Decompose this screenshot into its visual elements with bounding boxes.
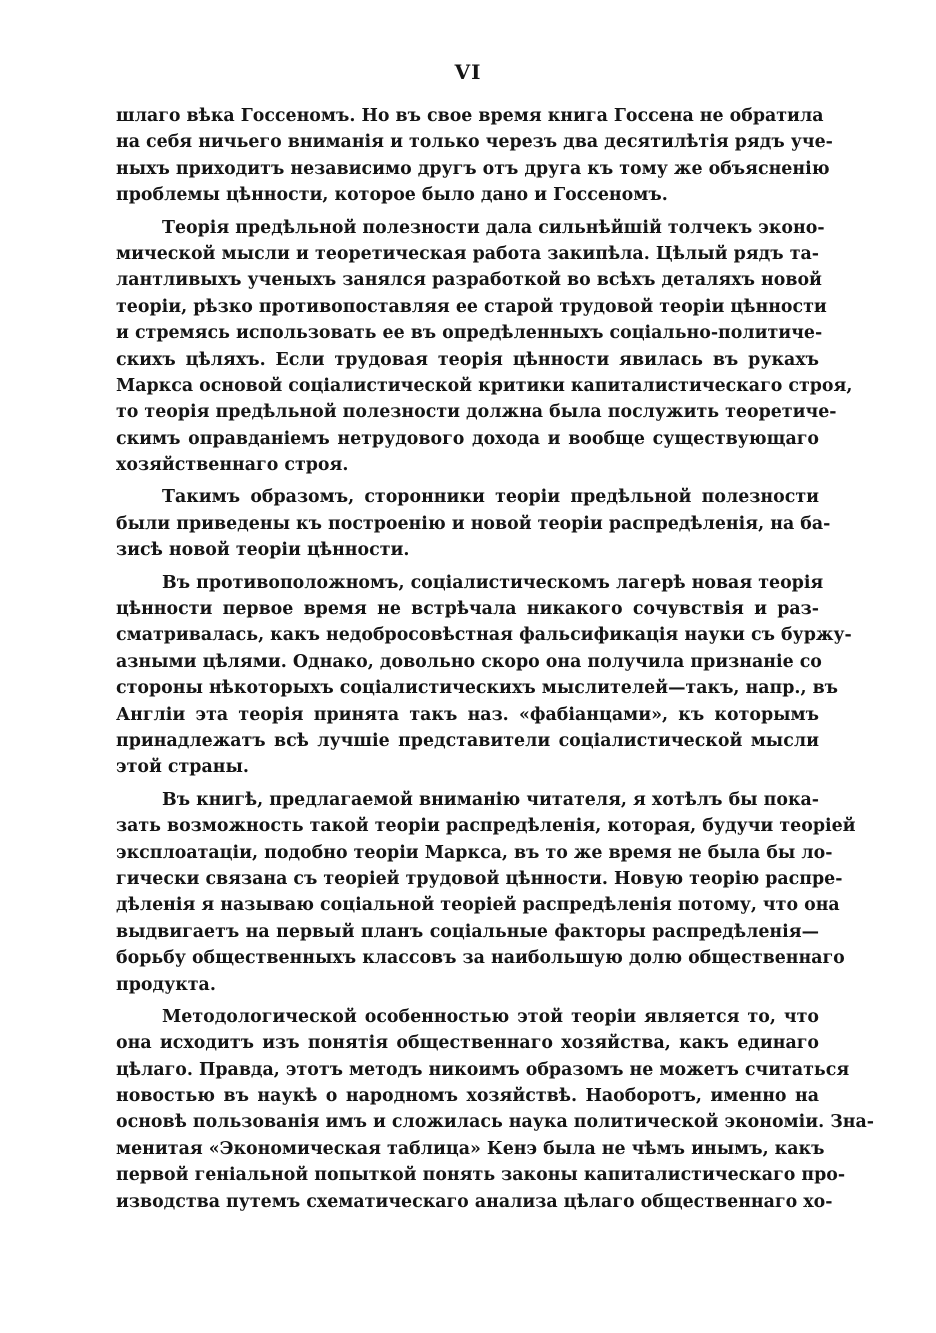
text-body [116,103,875,1221]
text-line: Маркса основой соціалистической критики капиталистическаго строя, [116,375,853,396]
text-line: выдвигаетъ на первый планъ соціальные факторы распредѣленія— [116,921,819,942]
text-line: зать возможность такой теоріи распредѣленія, которая, будучи теоріей [116,816,856,837]
text-line: стороны нѣкоторыхъ соціалистическихъ мыслителей—такъ, напр., въ [116,678,838,699]
text-line: этой страны. [116,757,249,778]
text-line: зисѣ новой теоріи цѣнности. [116,540,410,561]
text-line: принадлежатъ всѣ лучшіе представители соціалистической мысли [116,730,819,751]
text-line: Методологической особенностью этой теоріи является то, что [162,1006,819,1027]
text-line: основѣ пользованія имъ и сложилась наука политической экономіи. Зна- [116,1112,875,1133]
text-line: Теорія предѣльной полезности дала сильнѣйшій толчекъ эконо- [162,217,825,238]
page-number: VI [454,60,482,84]
text-line: скихъ цѣляхъ. Если трудовая теорія цѣнности явилась въ рукахъ [116,349,819,370]
text-line: теоріи, рѣзко противопоставляя ее старой трудовой теоріи цѣнности [116,296,827,317]
text-line: сматривалась, какъ недобросовѣстная фальсификація науки съ буржу- [116,625,852,646]
text-line: цѣнности первое время не встрѣчала никакого сочувствія и раз- [116,599,819,620]
text-line: продукта. [116,974,216,995]
text-line: ныхъ приходитъ независимо другъ отъ друга къ тому же объясненію [116,158,830,179]
text-line: борьбу общественныхъ классовъ за наибольшую долю общественнаго [116,948,845,969]
text-line: цѣлаго. Правда, этотъ методъ никоимъ образомъ не можетъ считаться [116,1059,850,1080]
text-line: скимъ оправданіемъ нетрудового дохода и вообще существующаго [116,428,819,449]
text-line: Въ книгѣ, предлагаемой вниманію читателя, я хотѣлъ бы пока- [162,789,820,810]
text-line: эксплоатаціи, подобно теоріи Маркса, въ то же время не была бы ло- [116,842,833,863]
text-line: Такимъ образомъ, сторонники теоріи предѣльной полезности [162,487,819,508]
text-line: первой геніальной попыткой понять законы капиталистическаго про- [116,1165,846,1186]
paragraph [116,787,856,998]
text-line: менитая «Экономическая таблица» Кенэ была не чѣмъ инымъ, какъ [116,1138,825,1159]
text-line: лантливыхъ ученыхъ занялся разработкой во всѣхъ деталяхъ новой [116,270,822,291]
text-line: мической мысли и теоретическая работа закипѣла. Цѣлый рядъ та- [116,243,819,264]
text-line: Англіи эта теорія принята такъ наз. «фабіанцами», къ которымъ [116,704,819,725]
text-line: гически связана съ теоріей трудовой цѣнности. Новую теорію распре- [116,868,843,889]
text-line: были приведены къ построенію и новой теоріи распредѣленія, на ба- [116,513,831,534]
text-line: Въ противоположномъ, соціалистическомъ лагерѣ новая теорія [162,572,824,593]
paragraph [116,1004,875,1215]
paragraph [116,484,831,563]
text-line: она исходитъ изъ понятія общественнаго хозяйства, какъ единаго [116,1033,819,1054]
paragraph [116,570,852,781]
text-line: азными цѣлями. Однако, довольно скоро она получила признаніе со [116,651,822,672]
text-line: на себя ничьего вниманія и только черезъ два десятилѣтія рядъ уче- [116,132,833,153]
text-line: новостью въ наукѣ о народномъ хозяйствѣ. Наоборотъ, именно на [116,1086,819,1107]
paragraph [116,103,833,209]
text-line: дѣленія я называю соціальной теоріей распредѣленія потому, что она [116,895,840,916]
text-line: шлаго вѣка Госсеномъ. Но въ свое время книга Госсена не обратила [116,106,824,126]
text-line: проблемы цѣнности, которое было дано и Госсеномъ. [116,185,668,206]
text-line: то теорія предѣльной полезности должна была послужить теоретиче- [116,402,837,423]
text-line: и стремясь использовать ее въ опредѣленныхъ соціально-политиче- [116,323,823,344]
text-line: изводства путемъ схематическаго анализа цѣлаго общественнаго хо- [116,1191,833,1212]
text-line: хозяйственнаго строя. [116,455,349,476]
paragraph [116,215,853,479]
